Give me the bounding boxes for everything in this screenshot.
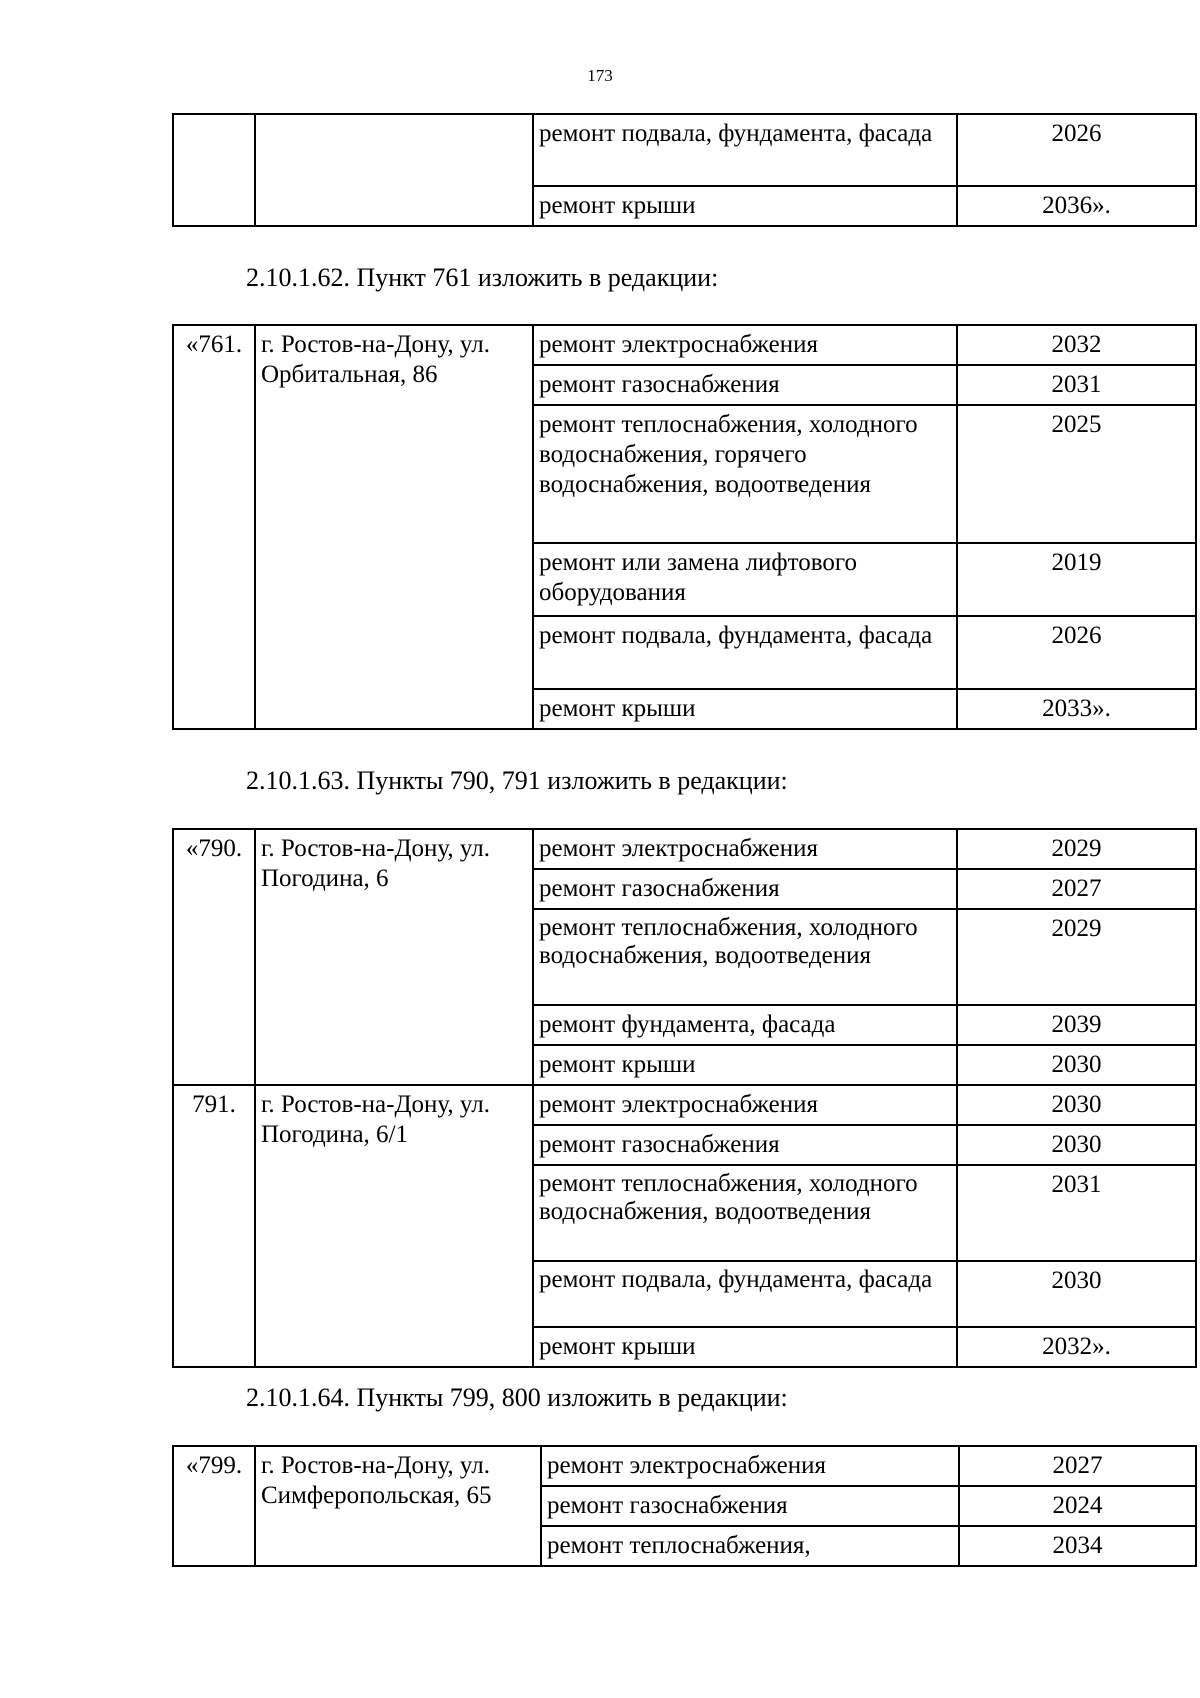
year-cell: 2027 — [957, 869, 1196, 909]
table-row — [173, 1446, 1196, 1486]
work-cell: ремонт крыши — [533, 1327, 957, 1367]
works-table-761 — [172, 324, 1197, 730]
year-cell: 2034 — [959, 1526, 1196, 1566]
work-cell: ремонт подвала, фундамента, фасада — [533, 114, 957, 186]
year-cell: 2030 — [957, 1045, 1196, 1085]
year-cell: 2029 — [957, 829, 1196, 869]
work-cell: ремонт крыши — [533, 186, 957, 226]
work-cell: ремонт подвала, фундамента, фасада — [533, 616, 957, 689]
section-heading: 2.10.1.64. Пункты 799, 800 изложить в редакции: — [246, 1383, 788, 1412]
year-cell: 2024 — [959, 1486, 1196, 1526]
work-cell: ремонт теплоснабжения, холодного водоснабжения, водоотведения — [533, 909, 957, 1005]
year-cell: 2032». — [957, 1327, 1196, 1367]
item-number — [173, 114, 255, 226]
section-heading: 2.10.1.62. Пункт 761 изложить в редакции: — [246, 263, 719, 292]
year-cell: 2025 — [957, 405, 1196, 543]
year-cell: 2019 — [957, 543, 1196, 616]
works-table-799 — [172, 1445, 1197, 1567]
item-address: г. Ростов-на-Дону, ул. Погодина, 6 — [255, 829, 533, 1085]
table-row — [173, 325, 1196, 365]
table-row — [173, 114, 1196, 186]
work-cell: ремонт теплоснабжения, холодного водоснабжения, горячего водоснабжения, водоотведения — [533, 405, 957, 543]
work-cell: ремонт крыши — [533, 689, 957, 729]
work-cell: ремонт крыши — [533, 1045, 957, 1085]
work-cell: ремонт газоснабжения — [533, 1125, 957, 1165]
item-address: г. Ростов-на-Дону, ул. Погодина, 6/1 — [255, 1085, 533, 1367]
work-cell: ремонт газоснабжения — [533, 869, 957, 909]
item-address — [255, 114, 533, 226]
work-cell: ремонт теплоснабжения, — [541, 1526, 959, 1566]
year-cell: 2029 — [957, 909, 1196, 1005]
year-cell: 2031 — [957, 1165, 1196, 1261]
year-cell: 2030 — [957, 1085, 1196, 1125]
work-cell: ремонт подвала, фундамента, фасада — [533, 1261, 957, 1327]
work-cell: ремонт теплоснабжения, холодного водоснабжения, водоотведения — [533, 1165, 957, 1261]
item-number: «761. — [173, 325, 255, 729]
item-address: г. Ростов-на-Дону, ул. Симферопольская, 65 — [255, 1446, 541, 1566]
page-number: 173 — [587, 66, 613, 85]
work-cell: ремонт электроснабжения — [533, 1085, 957, 1125]
work-cell: ремонт электроснабжения — [533, 325, 957, 365]
work-cell: ремонт электроснабжения — [533, 829, 957, 869]
work-cell: ремонт или замена лифтового оборудования — [533, 543, 957, 616]
year-cell: 2033». — [957, 689, 1196, 729]
year-cell: 2027 — [959, 1446, 1196, 1486]
section-heading: 2.10.1.63. Пункты 790, 791 изложить в редакции: — [246, 766, 788, 795]
year-cell: 2030 — [957, 1125, 1196, 1165]
table-row — [173, 829, 1196, 869]
item-number: 791. — [173, 1085, 255, 1367]
table-row — [173, 1085, 1196, 1125]
year-cell: 2039 — [957, 1005, 1196, 1045]
item-number: «799. — [173, 1446, 255, 1566]
year-cell: 2036». — [957, 186, 1196, 226]
works-table-continuation — [172, 113, 1197, 227]
work-cell: ремонт газоснабжения — [533, 365, 957, 405]
item-number: «790. — [173, 829, 255, 1085]
work-cell: ремонт электроснабжения — [541, 1446, 959, 1486]
item-address: г. Ростов-на-Дону, ул. Орбитальная, 86 — [255, 325, 533, 729]
works-table-790-791 — [172, 828, 1197, 1368]
year-cell: 2031 — [957, 365, 1196, 405]
year-cell: 2032 — [957, 325, 1196, 365]
year-cell: 2030 — [957, 1261, 1196, 1327]
work-cell: ремонт газоснабжения — [541, 1486, 959, 1526]
year-cell: 2026 — [957, 114, 1196, 186]
year-cell: 2026 — [957, 616, 1196, 689]
work-cell: ремонт фундамента, фасада — [533, 1005, 957, 1045]
